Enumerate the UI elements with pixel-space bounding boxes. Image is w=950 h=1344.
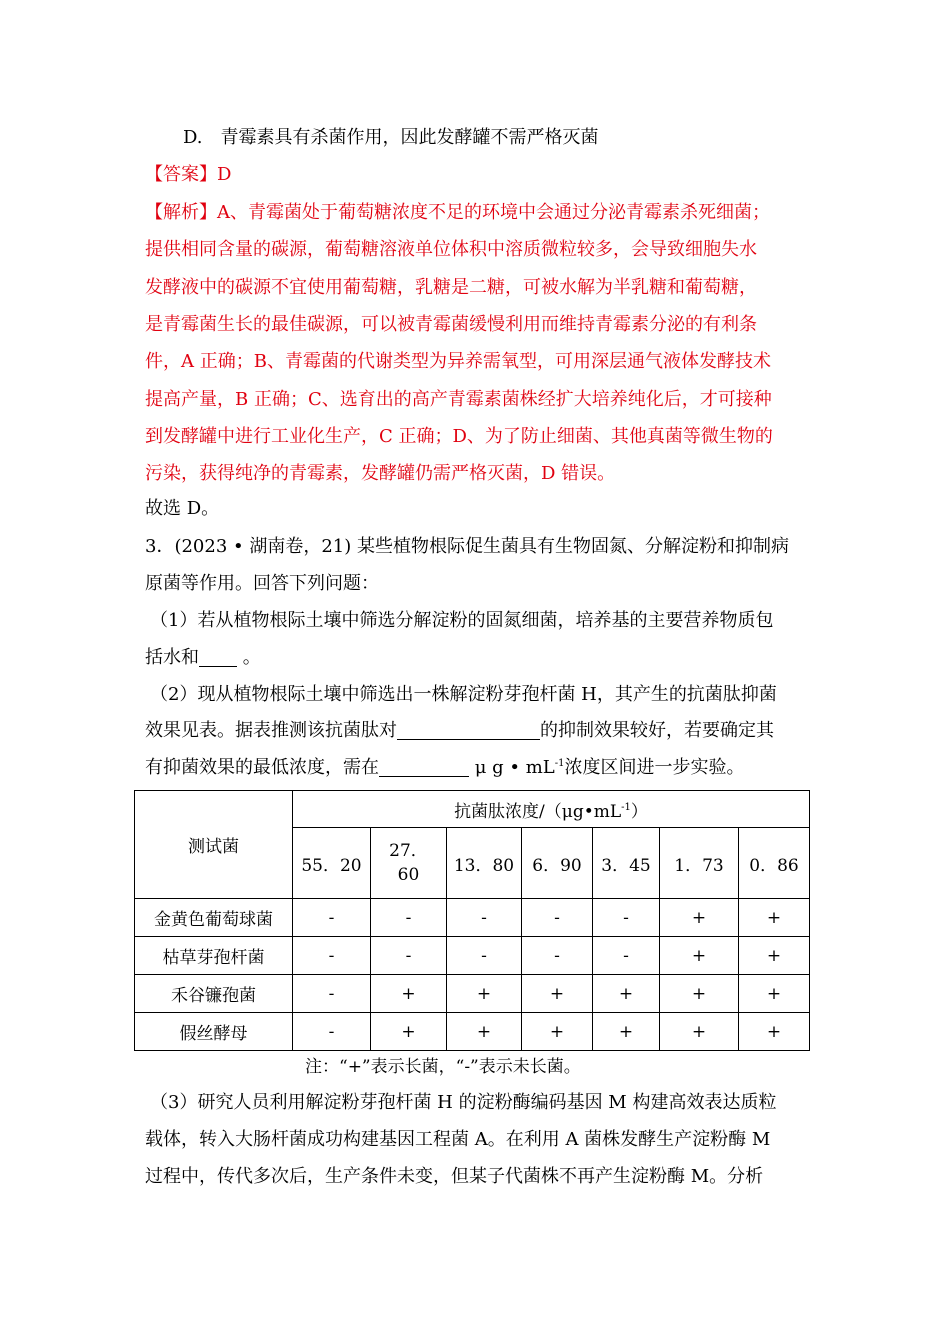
header-sup: -1 [621, 801, 631, 813]
result-cell: - [293, 975, 371, 1013]
result-cell: - [447, 937, 522, 975]
concentration-cell: 1．73 [660, 828, 739, 899]
answer-blank-3[interactable] [379, 756, 469, 777]
table-row [135, 975, 810, 1013]
concentration-cell: 3．45 [593, 828, 660, 899]
result-cell: - [371, 899, 447, 937]
concentration-wrapped: 27．60 [389, 841, 428, 885]
concentration-cell [371, 828, 447, 899]
q3-part2-line-3 [145, 756, 745, 780]
table-header-concentration [293, 791, 810, 828]
option-d: D. 青霉素具有杀菌作用，因此发酵罐不需严格灭菌 [183, 127, 599, 148]
table-header-organism: 测试菌 [135, 791, 293, 899]
q3-part2-text-d: 浓度区间进一步实验。 [564, 757, 745, 778]
result-cell: + [660, 899, 739, 937]
q3-part2-text-c: 有抑菌效果的最低浓度，需在 [145, 757, 379, 778]
antibacterial-table [134, 790, 810, 1051]
result-cell: - [371, 937, 447, 975]
analysis-line-6: 提高产量，B 正确；C、选育出的高产青霉素菌株经扩大培养纯化后，才可接种 [145, 389, 772, 410]
q3-part1-line-2 [145, 646, 261, 670]
result-cell: - [293, 899, 371, 937]
question-3-line-1: 3．(2023 • 湖南卷，21) 某些植物根际促生菌具有生物固氮、分解淀粉和抑制病 [145, 536, 789, 557]
q3-part2-line-2 [145, 719, 774, 743]
result-cell: + [739, 899, 810, 937]
analysis-line-1 [145, 201, 770, 225]
analysis-line-5: 件，A 正确；B、青霉菌的代谢类型为异养需氧型，可用深层通气液体发酵技术 [145, 351, 771, 372]
result-cell: + [660, 937, 739, 975]
q3-part2-line-1: （2）现从植物根际土壤中筛选出一株解淀粉芽孢杆菌 H，其产生的抗菌肽抑菌 [150, 684, 777, 705]
result-cell: - [593, 899, 660, 937]
answer: 【答案】D [145, 164, 232, 185]
header-end: ） [630, 801, 648, 822]
analysis-label: 【解析】 [145, 202, 217, 223]
result-cell: - [522, 937, 593, 975]
analysis-line-4: 是青霉菌生长的最佳碳源，可以被青霉菌缓慢利用而维持青霉素分泌的有利条 [145, 314, 757, 335]
result-cell: + [660, 1013, 739, 1051]
q3-part3-line-1: （3）研究人员利用解淀粉芽孢杆菌 H 的淀粉酶编码基因 M 构建高效表达质粒 [150, 1092, 777, 1113]
organism-name: 禾谷镰孢菌 [135, 975, 293, 1013]
result-cell: + [447, 1013, 522, 1051]
organism-name: 枯草芽孢杆菌 [135, 937, 293, 975]
result-cell: - [293, 1013, 371, 1051]
q3-part3-line-2: 载体，转入大肠杆菌成功构建基因工程菌 A。在利用 A 菌株发酵生产淀粉酶 M [145, 1129, 771, 1150]
q3-part1-text: 括水和 [145, 647, 199, 668]
analysis-line-7: 到发酵罐中进行工业化生产，C 正确；D、为了防止细菌、其他真菌等微生物的 [145, 426, 773, 447]
concentration-cell: 6．90 [522, 828, 593, 899]
header-text: 抗菌肽浓度/（μg•mL [454, 801, 622, 822]
result-cell: + [739, 1013, 810, 1051]
result-cell: + [739, 937, 810, 975]
analysis-line-3: 发酵液中的碳源不宜使用葡萄糖，乳糖是二糖，可被水解为半乳糖和葡萄糖， [145, 277, 757, 298]
result-cell: + [371, 975, 447, 1013]
result-cell: + [522, 1013, 593, 1051]
result-cell: + [739, 975, 810, 1013]
question-3-line-2: 原菌等作用。回答下列问题： [145, 573, 379, 594]
result-cell: + [660, 975, 739, 1013]
concentration-cell: 55．20 [293, 828, 371, 899]
answer-blank-2[interactable] [397, 719, 540, 740]
result-cell: + [371, 1013, 447, 1051]
concentration-cell: 13．80 [447, 828, 522, 899]
unit-text: μ g • mL [469, 757, 555, 778]
analysis-text: A、青霉菌处于葡萄糖浓度不足的环境中会通过分泌青霉素杀死细菌； [217, 202, 770, 223]
q3-part2-text-b: 的抑制效果较好，若要确定其 [540, 720, 774, 741]
organism-name: 金黄色葡萄球菌 [135, 899, 293, 937]
result-cell: - [593, 937, 660, 975]
q3-part3-line-3: 过程中，传代多次后，生产条件未变，但某子代菌株不再产生淀粉酶 M。分析 [145, 1166, 764, 1187]
q3-part1-line-1: （1）若从植物根际土壤中筛选分解淀粉的固氮细菌，培养基的主要营养物质包 [150, 610, 774, 631]
result-cell: + [447, 975, 522, 1013]
table-row [135, 1013, 810, 1051]
conclusion: 故选 D。 [145, 498, 220, 519]
answer-blank-1[interactable] [199, 646, 237, 667]
table-row [135, 937, 810, 975]
q3-part2-text-a: 效果见表。据表推测该抗菌肽对 [145, 720, 397, 741]
result-cell: - [293, 937, 371, 975]
organism-name: 假丝酵母 [135, 1013, 293, 1051]
concentration-cell: 0．86 [739, 828, 810, 899]
analysis-line-2: 提供相同含量的碳源，葡萄糖溶液单位体积中溶质微粒较多，会导致细胞失水 [145, 239, 757, 260]
analysis-line-8: 污染，获得纯净的青霉素，发酵罐仍需严格灭菌，D 错误。 [145, 463, 616, 484]
result-cell: - [447, 899, 522, 937]
result-cell: + [593, 1013, 660, 1051]
result-cell: - [522, 899, 593, 937]
result-cell: + [593, 975, 660, 1013]
table-row [135, 899, 810, 937]
result-cell: + [522, 975, 593, 1013]
q3-part1-end: 。 [237, 647, 261, 668]
unit-sup: -1 [554, 758, 565, 769]
table-note: 注：“+”表示长菌，“-”表示未长菌。 [305, 1057, 581, 1077]
